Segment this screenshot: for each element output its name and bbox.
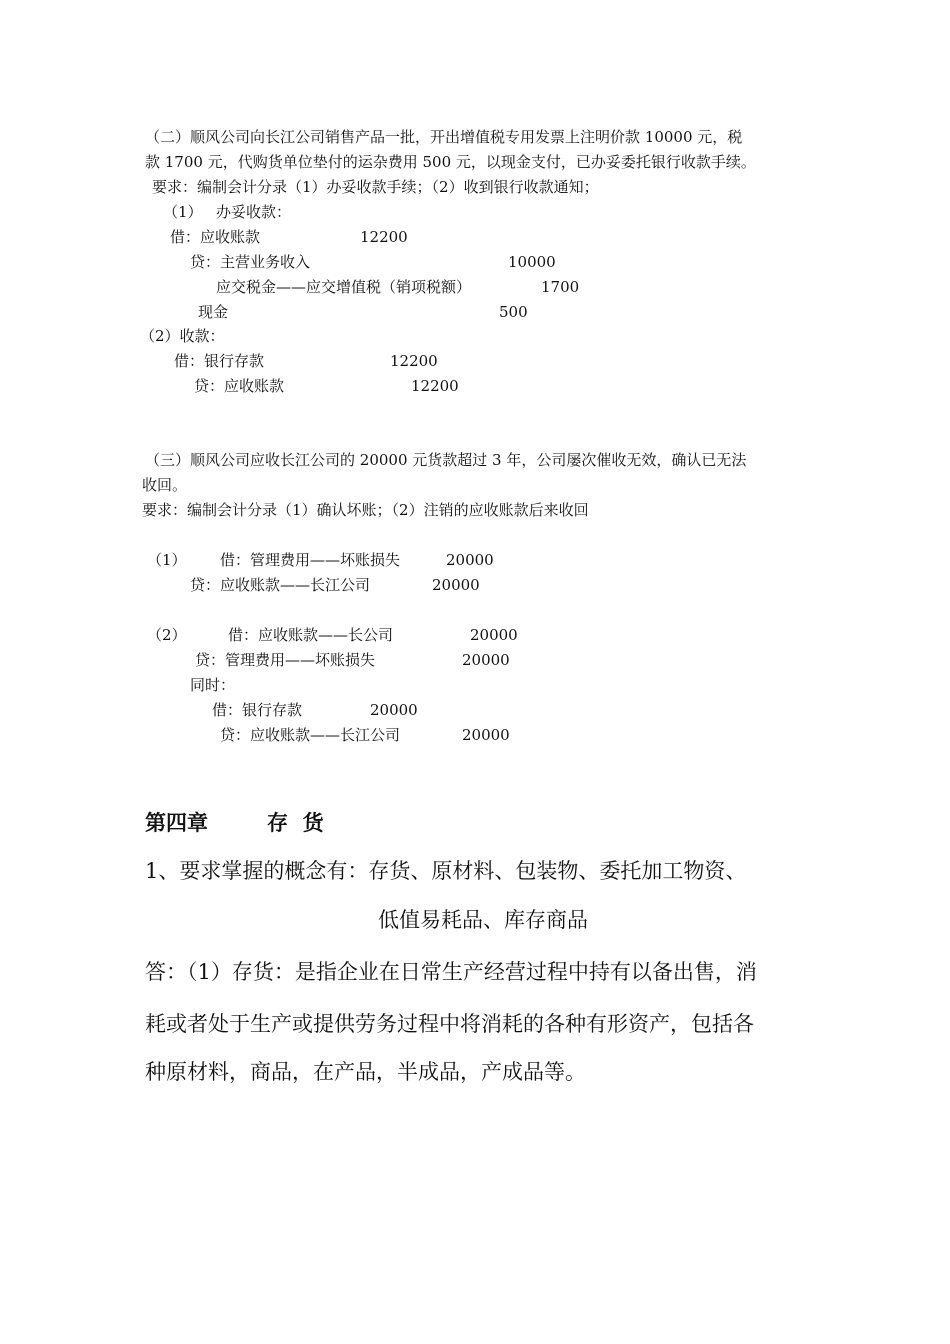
answer-line1: 答：（1）存货：是指企业在日常生产经营过程中持有以备出售，消	[145, 960, 757, 984]
section3-requirement: 要求：编制会计分录（1）确认坏账；（2）注销的应收账款后来收回	[142, 501, 589, 519]
section3-paragraph-line2: 收回。	[142, 476, 188, 494]
entry1-credit-account-3: 现金	[198, 303, 229, 321]
section3-paragraph-line1: （三）顺风公司应收长江公司的 20000 元货款超过 3 年，公司屡次催收无效，确认已无法	[145, 451, 747, 469]
entry1-credit-account-1: 贷：主营业务收入	[190, 253, 311, 271]
recovery-credit-amount: 20000	[462, 651, 510, 669]
writeoff-debit-account: 借：管理费用——坏账损失	[220, 551, 401, 569]
entry2-debit-account: 借：银行存款	[174, 352, 265, 370]
writeoff-entry-label: （1）	[147, 551, 187, 569]
entry1-label: （1）	[163, 203, 203, 221]
concepts-line1: 1、要求掌握的概念有：存货、原材料、包装物、委托加工物资、	[145, 859, 747, 883]
answer-line2: 耗或者处于生产或提供劳务过程中将消耗的各种有形资产，包括各	[145, 1012, 754, 1036]
answer-line3: 种原材料，商品，在产品，半成品，产成品等。	[145, 1060, 586, 1084]
writeoff-credit-amount: 20000	[432, 576, 480, 594]
collection-debit-account: 借：银行存款	[212, 701, 303, 719]
entry1-title: 办妥收款：	[216, 203, 292, 221]
entry2-debit-amount: 12200	[390, 352, 438, 370]
entry2-label: （2）收款：	[140, 327, 225, 345]
entry2-credit-amount: 12200	[411, 377, 459, 395]
recovery-entry-label: （2）	[147, 626, 187, 644]
writeoff-credit-account: 贷：应收账款——长江公司	[190, 576, 371, 594]
section2-paragraph-line2: 款 1700 元，代购货单位垫付的运杂费用 500 元，以现金支付，已办妥委托银行收款手续。	[145, 153, 756, 171]
recovery-credit-account: 贷：管理费用——坏账损失	[195, 651, 376, 669]
chapter-number: 第四章	[145, 810, 208, 835]
entry2-credit-account: 贷：应收账款	[194, 377, 285, 395]
entry1-credit-amount-3: 500	[499, 303, 528, 321]
section2-requirement: 要求：编制会计分录（1）办妥收款手续；（2）收到银行收款通知；	[152, 178, 599, 196]
entry1-credit-amount-2: 1700	[541, 278, 580, 296]
chapter-title: 存 货	[267, 810, 324, 835]
collection-credit-account: 贷：应收账款——长江公司	[220, 726, 401, 744]
simultaneous-label: 同时：	[190, 676, 236, 694]
concepts-line2: 低值易耗品、库存商品	[378, 908, 588, 932]
entry1-credit-amount-1: 10000	[508, 253, 556, 271]
recovery-debit-amount: 20000	[470, 626, 518, 644]
collection-debit-amount: 20000	[370, 701, 418, 719]
recovery-debit-account: 借：应收账款——长公司	[228, 626, 394, 644]
writeoff-debit-amount: 20000	[446, 551, 494, 569]
entry1-debit-amount: 12200	[360, 228, 408, 246]
section2-paragraph-line1: （二）顺风公司向长江公司销售产品一批，开出增值税专用发票上注明价款 10000 元，税	[145, 128, 743, 146]
collection-credit-amount: 20000	[462, 726, 510, 744]
entry1-debit-account: 借：应收账款	[170, 228, 261, 246]
entry1-credit-account-2: 应交税金——应交增值税（销项税额）	[216, 278, 472, 296]
